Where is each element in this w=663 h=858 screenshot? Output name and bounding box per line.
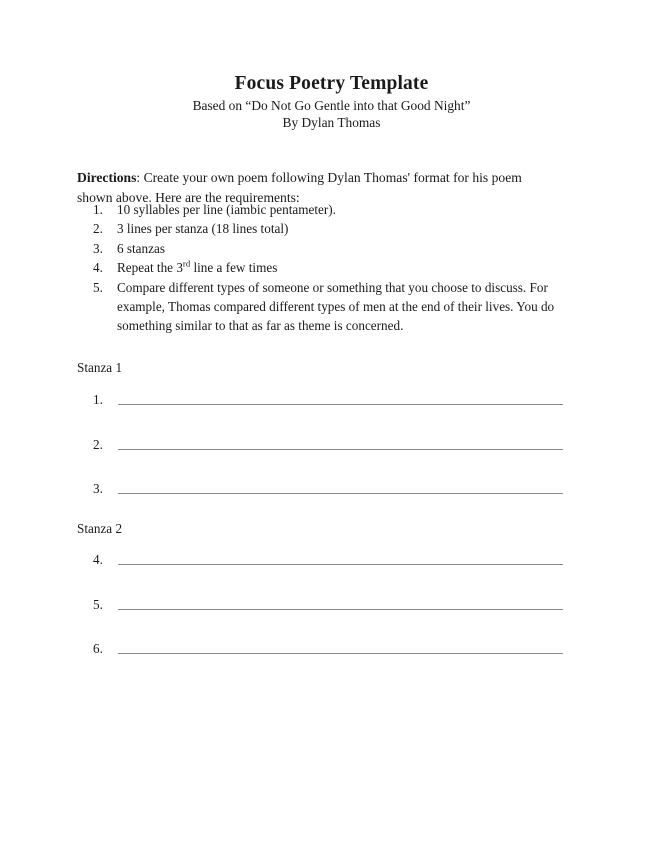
answer-write-line[interactable] [118, 564, 563, 565]
requirements-list [93, 200, 583, 336]
answer-line-row [93, 389, 563, 407]
answer-line-number: 2. [93, 436, 103, 452]
ordinal-superscript: rd [182, 258, 191, 269]
list-item-number: 1. [93, 202, 103, 217]
answer-line-row [93, 478, 563, 496]
list-item [93, 258, 583, 277]
answer-write-line[interactable] [118, 493, 563, 494]
list-item [93, 219, 583, 238]
list-item-text: 10 syllables per line (iambic pentameter). [117, 202, 336, 217]
answer-line-row [93, 434, 563, 452]
list-item-text [117, 258, 583, 277]
stanza-label-1: Stanza 1 [77, 360, 123, 375]
answer-line-number: 4. [93, 551, 103, 567]
answer-line-number: 3. [93, 480, 103, 496]
answer-line-row [93, 638, 563, 656]
list-item-text: 6 stanzas [117, 240, 165, 256]
answer-line-number: 6. [93, 640, 103, 656]
page-title: Focus Poetry Template [234, 73, 429, 94]
subtitle-source-poem: Based on “Do Not Go Gentle into that Good Night” [192, 98, 471, 113]
answer-write-line[interactable] [118, 449, 563, 450]
title-block [0, 72, 663, 131]
answer-line-number: 5. [93, 596, 103, 612]
list-item-text: Compare different types of someone or something that you choose to discuss. For example, Thomas compared different types of men at the end of their lives. You do something similar to that as far as theme is concerned. [117, 279, 555, 334]
list-item-number: 4. [93, 260, 103, 276]
list-item-number: 5. [93, 279, 103, 295]
list-item [93, 200, 583, 219]
list-item-number: 2. [93, 221, 103, 237]
list-item [93, 278, 583, 336]
subtitle-author: By Dylan Thomas [282, 115, 381, 131]
answer-line-row [93, 594, 563, 612]
directions-label: Directions [77, 169, 137, 185]
stanza-label-2: Stanza 2 [77, 521, 123, 536]
list-item-number: 3. [93, 240, 103, 256]
answer-write-line[interactable] [118, 653, 563, 654]
list-item-text: 3 lines per stanza (18 lines total) [117, 221, 289, 237]
list-item-text-before: Repeat the 3 [117, 260, 183, 276]
answer-write-line[interactable] [118, 609, 563, 610]
answer-write-line[interactable] [118, 404, 563, 405]
list-item [93, 239, 583, 258]
answer-line-number: 1. [93, 391, 103, 407]
answer-line-row [93, 549, 563, 567]
directions-body: : Create your own poem following Dylan Thomas' format for his poem shown above. Here are the requirements: [77, 169, 522, 206]
list-item-text-after: line a few times [190, 260, 278, 276]
